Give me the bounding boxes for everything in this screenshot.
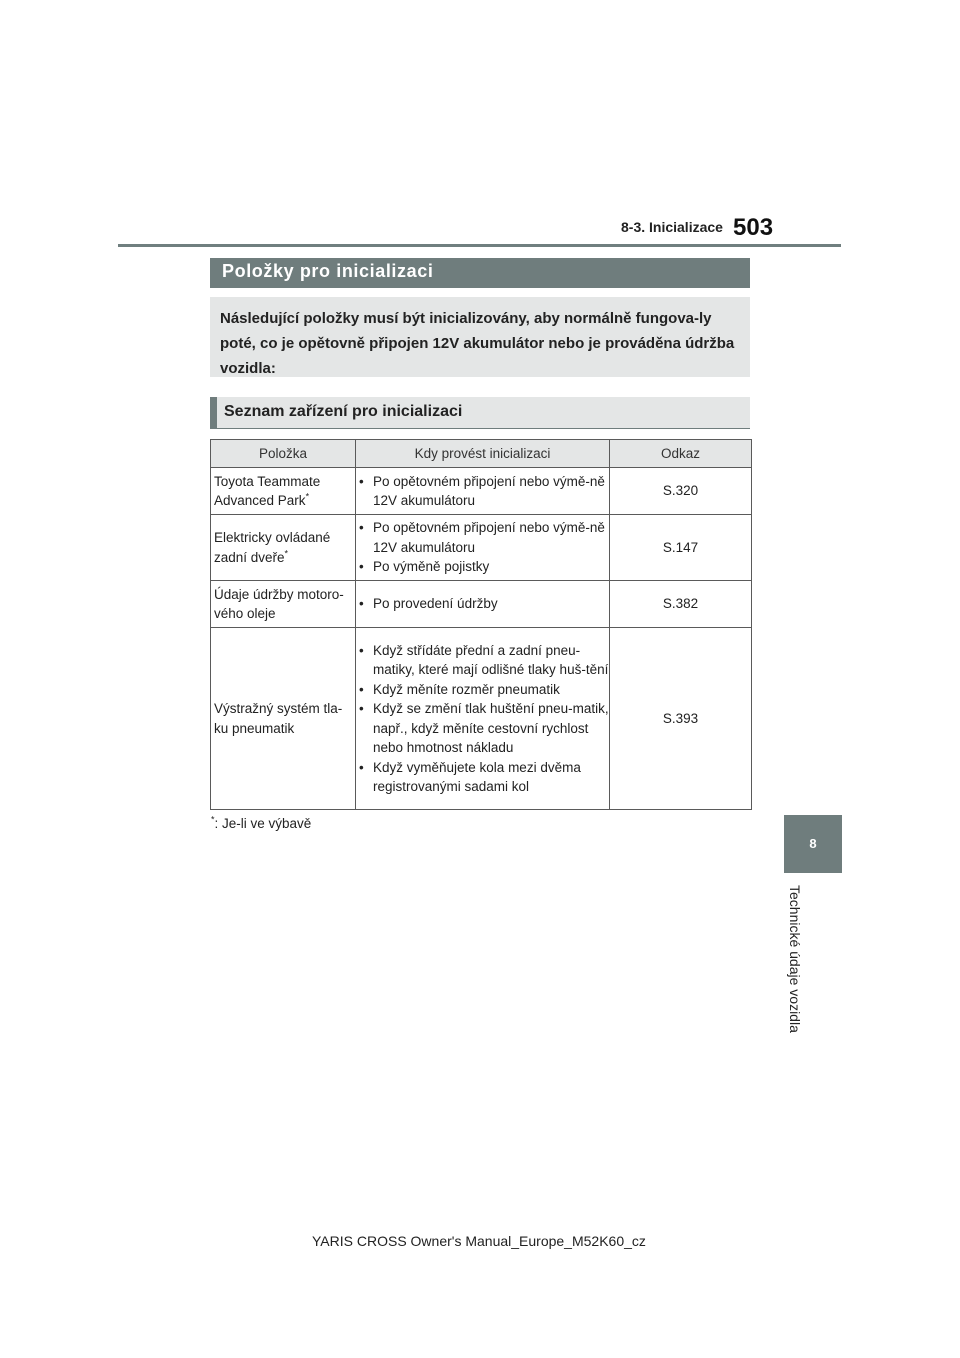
- item-line: Elektricky ovládané: [214, 530, 331, 545]
- item-cell: [211, 468, 356, 515]
- conditions-cell: [356, 628, 610, 810]
- section-title: 8-3. Inicializace: [621, 219, 723, 235]
- reference-cell: S.147: [610, 515, 752, 581]
- table-row: [211, 468, 752, 515]
- footnote-text: : Je-li ve výbavě: [214, 816, 312, 831]
- column-header-when: Kdy provést inicializaci: [356, 440, 610, 468]
- item-cell: [211, 628, 356, 810]
- initialization-table: [210, 439, 752, 810]
- conditions-cell: [356, 515, 610, 581]
- column-header-item: Položka: [211, 440, 356, 468]
- reference-cell: S.382: [610, 581, 752, 628]
- item-line: ku pneumatik: [214, 720, 295, 736]
- intro-text: Následující položky musí být inicializovány, aby normálně fungova-ly poté, co je opětovně připojen 12V akumulátor nebo je prováděna údržba vozidla:: [220, 310, 735, 377]
- footnote: [211, 816, 311, 831]
- item-line: zadní dveře: [214, 549, 285, 565]
- table-row: [211, 515, 752, 581]
- header-rule: [118, 244, 841, 247]
- item-line: Advanced Park: [214, 493, 306, 508]
- reference-cell: S.320: [610, 468, 752, 515]
- item-line: Údaje údržby motoro-: [214, 586, 344, 602]
- chapter-label: Technické údaje vozidla: [787, 885, 803, 1033]
- item-cell: [211, 581, 356, 628]
- chapter-tab: 8: [784, 815, 842, 873]
- footnote-mark: *: [211, 814, 215, 825]
- list-item: • Po opětovném připojení nebo výmě-ně 12V akumulátoru: [359, 518, 609, 557]
- conditions-cell: [356, 581, 610, 628]
- list-item: • Když střídáte přední a zadní pneu-matiky, které mají odlišné tlaky huš-tění: [359, 641, 609, 680]
- table-row: [211, 628, 752, 810]
- list-item: • Po opětovném připojení nebo výmě-ně 12V akumulátoru: [359, 472, 609, 511]
- footnote-mark: *: [284, 548, 289, 558]
- intro-box: [210, 297, 750, 377]
- item-cell: [211, 515, 356, 581]
- list-item: • Když vyměňujete kola mezi dvěma registrovanými sadami kol: [359, 758, 609, 797]
- page-title: Položky pro inicializaci: [210, 258, 750, 288]
- list-item: • Po provedení údržby: [359, 594, 609, 614]
- table-header-row: [211, 440, 752, 468]
- page-number: 503: [733, 214, 774, 241]
- conditions-cell: [356, 468, 610, 515]
- page-footer: YARIS CROSS Owner's Manual_Europe_M52K60_cz: [312, 1233, 646, 1249]
- list-item: • Když měníte rozměr pneumatik: [359, 680, 609, 700]
- list-item: • Když se změní tlak huštění pneu-matik, např., když měníte cestovní rychlost nebo hmotnost nákladu: [359, 699, 609, 758]
- table-row: [211, 581, 752, 628]
- reference-cell: S.393: [610, 628, 752, 810]
- item-line: Výstražný systém tla-: [214, 701, 343, 716]
- column-header-reference: Odkaz: [610, 440, 752, 468]
- item-line: vého oleje: [214, 606, 276, 621]
- item-line: Toyota Teammate: [214, 473, 321, 489]
- footnote-mark: *: [305, 491, 310, 502]
- list-item: • Po výměně pojistky: [359, 557, 609, 577]
- subheading: Seznam zařízení pro inicializaci: [210, 397, 750, 429]
